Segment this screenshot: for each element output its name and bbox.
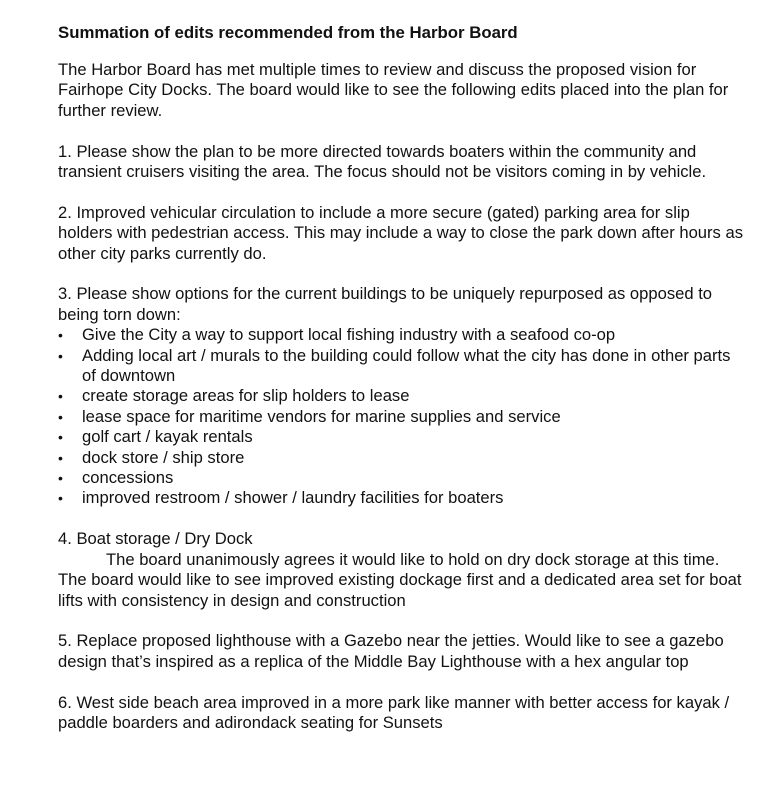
list-item-text: create storage areas for slip holders to lease xyxy=(82,386,410,406)
item-4-heading: 4. Boat storage / Dry Dock xyxy=(58,529,253,549)
item-6-paragraph: 6. West side beach area improved in a more park like manner with better access for kayak / paddle boarders and adirondack seating for Sunsets xyxy=(58,692,730,732)
item-3-bullet-list xyxy=(58,325,748,509)
bullet-icon: • xyxy=(58,449,63,466)
list-item xyxy=(58,407,748,427)
list-item xyxy=(58,346,748,387)
list-item xyxy=(58,325,748,345)
list-item-text: dock store / ship store xyxy=(82,447,245,467)
list-item xyxy=(58,488,748,508)
item-5-paragraph: 5. Replace proposed lighthouse with a Gazebo near the jetties. Would like to see a gazebo design that’s inspired as a replica of the Middle Bay Lighthouse with a hex angular top xyxy=(58,631,724,671)
list-item xyxy=(58,448,748,468)
list-item xyxy=(58,468,748,488)
bullet-icon: • xyxy=(58,408,63,425)
bullet-icon: • xyxy=(58,347,63,364)
item-4-body: The board unanimously agrees it would like to hold on dry dock storage at this time. The board would like to see improved existing dockage first and a dedicated area set for boat lifts with consistency in design and construction xyxy=(58,549,742,610)
bullet-icon: • xyxy=(58,327,63,344)
list-item-text: improved restroom / shower / laundry facilities for boaters xyxy=(82,488,504,508)
list-item-text: Adding local art / murals to the building could follow what the city has done in other parts of downtown xyxy=(82,345,731,386)
item-4-section xyxy=(58,529,748,611)
document-title: Summation of edits recommended from the Harbor Board xyxy=(58,23,518,42)
bullet-icon: • xyxy=(58,490,63,507)
item-2-paragraph: 2. Improved vehicular circulation to include a more secure (gated) parking area for slip holders with pedestrian access. This may include a way to close the park down after hours as other city parks currently do. xyxy=(58,202,743,263)
item-3-section xyxy=(58,284,748,508)
list-item-text: golf cart / kayak rentals xyxy=(82,427,253,447)
intro-paragraph: The Harbor Board has met multiple times to review and discuss the proposed vision for Fairhope City Docks. The board would like to see the following edits placed into the plan for further review. xyxy=(58,60,729,120)
list-item-text: lease space for maritime vendors for marine supplies and service xyxy=(82,406,561,426)
bullet-icon: • xyxy=(58,388,63,405)
list-item-text: Give the City a way to support local fishing industry with a seafood co-op xyxy=(82,325,616,345)
list-item-text: concessions xyxy=(82,468,174,488)
item-3-intro: 3. Please show options for the current buildings to be uniquely repurposed as opposed to being torn down: xyxy=(58,284,713,324)
item-1-paragraph: 1. Please show the plan to be more directed towards boaters within the community and transient cruisers visiting the area. The focus should not be visitors coming in by vehicle. xyxy=(58,141,707,182)
bullet-icon: • xyxy=(58,429,63,446)
bullet-icon: • xyxy=(58,470,63,487)
list-item xyxy=(58,427,748,447)
document-page xyxy=(58,22,748,733)
list-item xyxy=(58,386,748,406)
